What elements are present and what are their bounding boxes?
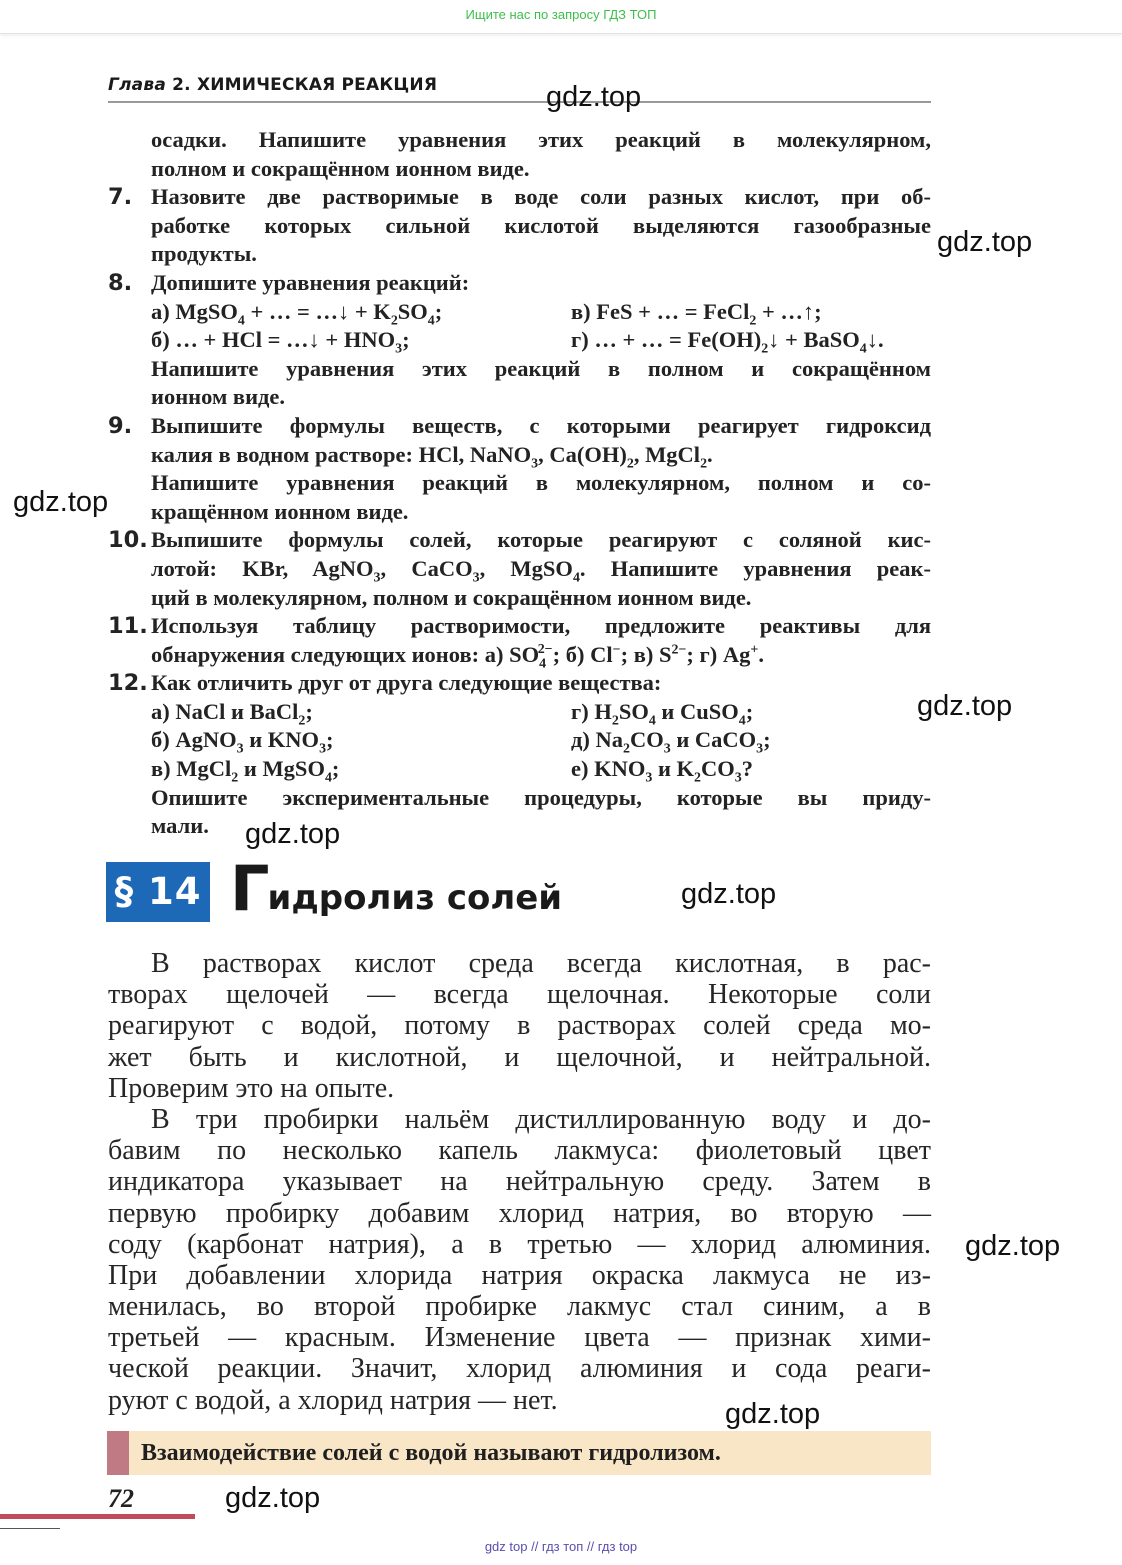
task-number: 11.: [108, 613, 148, 640]
task-line: работке которых сильной кислотой выделяются газообразные: [151, 212, 931, 238]
body-line: руют с водой, а хлорид натрия — нет.: [108, 1384, 558, 1416]
task-number: 10.: [108, 527, 148, 554]
task-line: ций в молекулярном, полном и сокращённом ионном виде.: [151, 584, 752, 610]
option-b: б) AgNO$_3$ и $KNO_3$;: [151, 727, 334, 757]
watermark: gdz.top: [13, 486, 109, 518]
task-number: 9.: [108, 412, 133, 439]
option-d: д) $Na_2CO_3$ и CaCO$_3$;: [571, 727, 771, 757]
option-a: а) NaCl и BaCl$_2$;: [151, 698, 313, 729]
body-line: бавим по несколько капель лакмуса: фиолетовый цвет: [108, 1135, 931, 1167]
definition-accent-bar: [107, 1431, 129, 1475]
option-row: [108, 698, 931, 727]
body-line: третьей — красным. Изменение цвета — признак хими-: [108, 1322, 931, 1354]
task-7: [108, 183, 931, 269]
equation-a: а) MgSO$_4$ + … = …↓ + $K_2SO_4$;: [151, 298, 443, 329]
option-g: г) $H_2SO_4$ и CuSO$_4$;: [571, 698, 754, 729]
task-formula-line: лотой: KBr, AgNO$_3$, CaCO$_3$, MgSO$_4$. Напишите уравнения реак-: [151, 555, 931, 586]
page-number-rule: [0, 1514, 195, 1519]
section-body: [108, 948, 931, 1416]
page-number: 72: [108, 1484, 134, 1513]
footer-links[interactable]: gdz top // гдз топ // гдз top: [484, 1539, 638, 1554]
watermark: gdz.top: [225, 1482, 321, 1514]
task-line: Используя таблицу растворимости, предложите реактивы для: [151, 613, 931, 639]
task-line: мали.: [151, 813, 209, 839]
top-banner: [0, 0, 1122, 34]
body-line: соду (карбонат натрия), а в третью — хлорид алюминия.: [108, 1228, 931, 1260]
definition-box: [107, 1431, 931, 1475]
equation-row: [108, 298, 931, 327]
task-line: Напишите уравнения реакций в молекулярном, полном и со-: [151, 470, 931, 496]
equation-v: в) FeS + … = FeCl$_2$ + …↑;: [571, 298, 822, 329]
section-title-initial: Г: [230, 852, 270, 925]
task-formula-line: обнаружения следующих ионов: а) $SO_4^{2-}$; б) Cl−; в) $S^{2-}$; г) Ag+.: [151, 641, 764, 672]
equation-b: б) … + HCl = …↓ + $HNO_3$;: [151, 327, 410, 357]
task-number: 7.: [108, 184, 133, 211]
body-line: В три пробирки нальём дистиллированную воду и до-: [151, 1103, 931, 1135]
task-line: Как отличить друг от друга следующие вещества:: [151, 670, 662, 696]
watermark: gdz.top: [965, 1230, 1061, 1262]
task-line: кращённом ионном виде.: [151, 498, 409, 524]
task-line: ионном виде.: [151, 384, 286, 410]
watermark: gdz.top: [917, 690, 1013, 722]
definition-text: Взаимодействие солей с водой называют гидролизом.: [141, 1440, 721, 1466]
equation-g: г) … + … = $Fe(OH)_2↓$ + BaSO$_4$↓.: [571, 327, 884, 357]
watermark: gdz.top: [546, 81, 642, 113]
banner-text[interactable]: Ищите нас по запросу ГДЗ ТОП: [465, 7, 657, 22]
task-line: осадки. Напишите уравнения этих реакций в молекулярном,: [151, 127, 931, 152]
watermark: gdz.top: [937, 226, 1033, 258]
task-line: Выпишите формулы солей, которые реагируют с соляной кис-: [151, 527, 931, 553]
watermark: gdz.top: [245, 818, 341, 850]
body-line: жет быть и кислотной, и щелочной, и нейтральной.: [108, 1041, 931, 1073]
body-line: индикатора указывает на нейтральную среду. Затем в: [108, 1166, 931, 1198]
chapter-title: ХИМИЧЕСКАЯ РЕАКЦИЯ: [196, 75, 438, 95]
option-row: [108, 726, 931, 755]
equation-row: [108, 326, 931, 355]
task-number: 8.: [108, 269, 133, 296]
option-row: [108, 755, 931, 784]
chapter-rule: [108, 101, 931, 103]
watermark: gdz.top: [681, 878, 777, 910]
task-formula-line: калия в водном растворе: HCl, NaNO$_3$, $Ca(OH)_2$, MgCl$_2$.: [151, 441, 713, 472]
page-edge-rule: [0, 1528, 60, 1529]
chapter-number: 2.: [172, 75, 191, 95]
section-number-badge: § 14: [106, 862, 210, 922]
task-8: [108, 269, 931, 412]
task-line: полном и сокращённом ионном виде.: [151, 155, 530, 181]
task-11: [108, 612, 931, 672]
body-line: В растворах кислот среда всегда кислотная, в рас-: [151, 948, 931, 979]
task-6-continuation: [108, 126, 931, 183]
chapter-header: [108, 75, 437, 95]
task-line: Выпишите формулы веществ, с которыми реагирует гидроксид: [151, 412, 931, 438]
body-line: При добавлении хлорида натрия окраска лакмуса не из-: [108, 1259, 931, 1291]
body-line: первую пробирку добавим хлорид натрия, во вторую —: [108, 1197, 931, 1229]
body-line: творах щелочей — всегда щелочная. Некоторые соли: [108, 979, 931, 1011]
task-list: [108, 126, 931, 841]
chapter-label: Глава: [108, 75, 166, 95]
body-line: ческой реакции. Значит, хлорид алюминия и сода реаги-: [108, 1353, 931, 1385]
section-title-rest: идролиз солей: [267, 878, 563, 918]
section-title: [230, 852, 563, 925]
task-line: Назовите две растворимые в воде соли разных кислот, при об-: [151, 184, 931, 210]
option-v: в) MgCl$_2$ и MgSO$_4$;: [151, 756, 340, 786]
task-9: [108, 412, 931, 526]
body-line: Проверим это на опыте.: [108, 1072, 395, 1104]
task-line: Допишите уравнения реакций:: [151, 269, 470, 295]
body-line: реагируют с водой, потому в растворах солей среда мо-: [108, 1010, 931, 1042]
task-line: продукты.: [151, 241, 257, 267]
task-10: [108, 526, 931, 612]
option-e: е) $KNO_3$ и $K_2CO_3$?: [571, 756, 753, 786]
watermark: gdz.top: [725, 1398, 821, 1430]
task-line: Напишите уравнения этих реакций в полном и сокращённом: [151, 355, 931, 381]
task-line: Опишите экспериментальные процедуры, которые вы приду-: [151, 784, 931, 810]
task-12: [108, 669, 931, 841]
task-number: 12.: [108, 670, 148, 697]
body-line: менилась, во второй пробирке лакмус стал синим, а в: [108, 1291, 931, 1323]
